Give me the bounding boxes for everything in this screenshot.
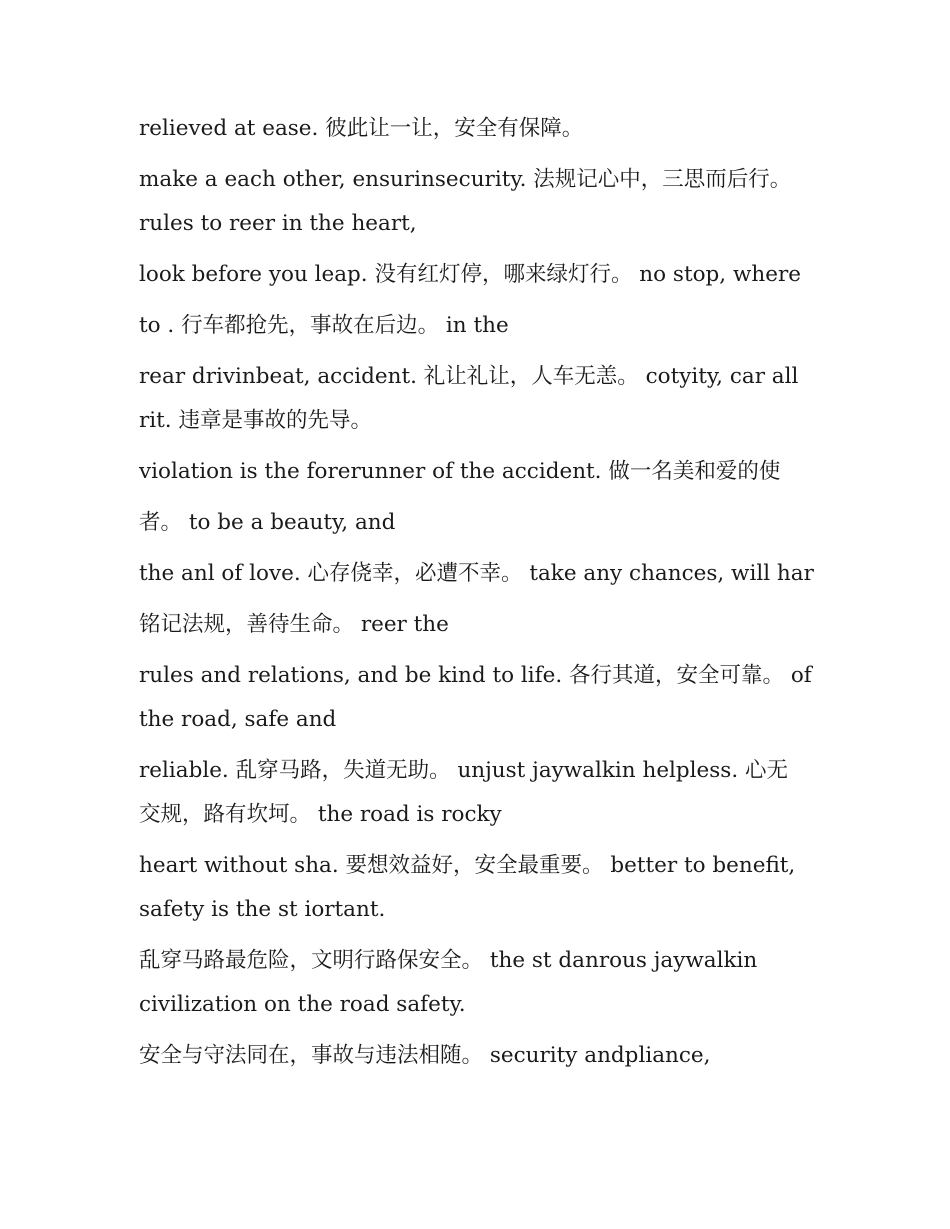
text-line: the road, safe and [139, 707, 337, 732]
body-text [139, 107, 829, 1078]
text-line: rear drivinbeat, accident. 礼让礼让，人车无恙。 cotyity, car all [139, 364, 799, 389]
text-line: 铭记法规，善待生命。 reer the [139, 612, 449, 637]
text-line: civilization on the road safety. [139, 992, 466, 1017]
text-line: look before you leap. 没有红灯停，哪来绿灯行。 no stop, where [139, 262, 801, 287]
text-line: reliable. 乱穿马路，失道无助。 unjust jaywalkin helpless. 心无 [139, 758, 789, 783]
text-line: rules to reer in the heart, [139, 211, 417, 236]
text-line: the anl of love. 心存侥幸，必遭不幸。 take any chances, will har [139, 561, 814, 586]
text-line: 安全与守法同在，事故与违法相随。 security andpliance, [139, 1043, 711, 1068]
text-line: relieved at ease. 彼此让一让，安全有保障。 [139, 116, 584, 141]
text-line: 交规，路有坎坷。 the road is rocky [139, 802, 502, 827]
text-line: safety is the st iortant. [139, 897, 386, 922]
text-line: 乱穿马路最危险，文明行路保安全。 the st danrous jaywalkin [139, 948, 758, 973]
text-line: to . 行车都抢先，事故在后边。 in the [139, 313, 509, 338]
text-line: make a each other, ensurinsecurity. 法规记心中，三思而后行。 [139, 167, 792, 192]
text-line: violation is the forerunner of the accident. 做一名美和爱的使 [139, 459, 781, 484]
text-line: 者。 to be a beauty, and [139, 510, 396, 535]
text-line: rit. 违章是事故的先导。 [139, 408, 372, 433]
text-line: rules and relations, and be kind to life. 各行其道，安全可靠。 of [139, 663, 812, 688]
text-line: heart without sha. 要想效益好，安全最重要。 better to benefit, [139, 853, 796, 878]
